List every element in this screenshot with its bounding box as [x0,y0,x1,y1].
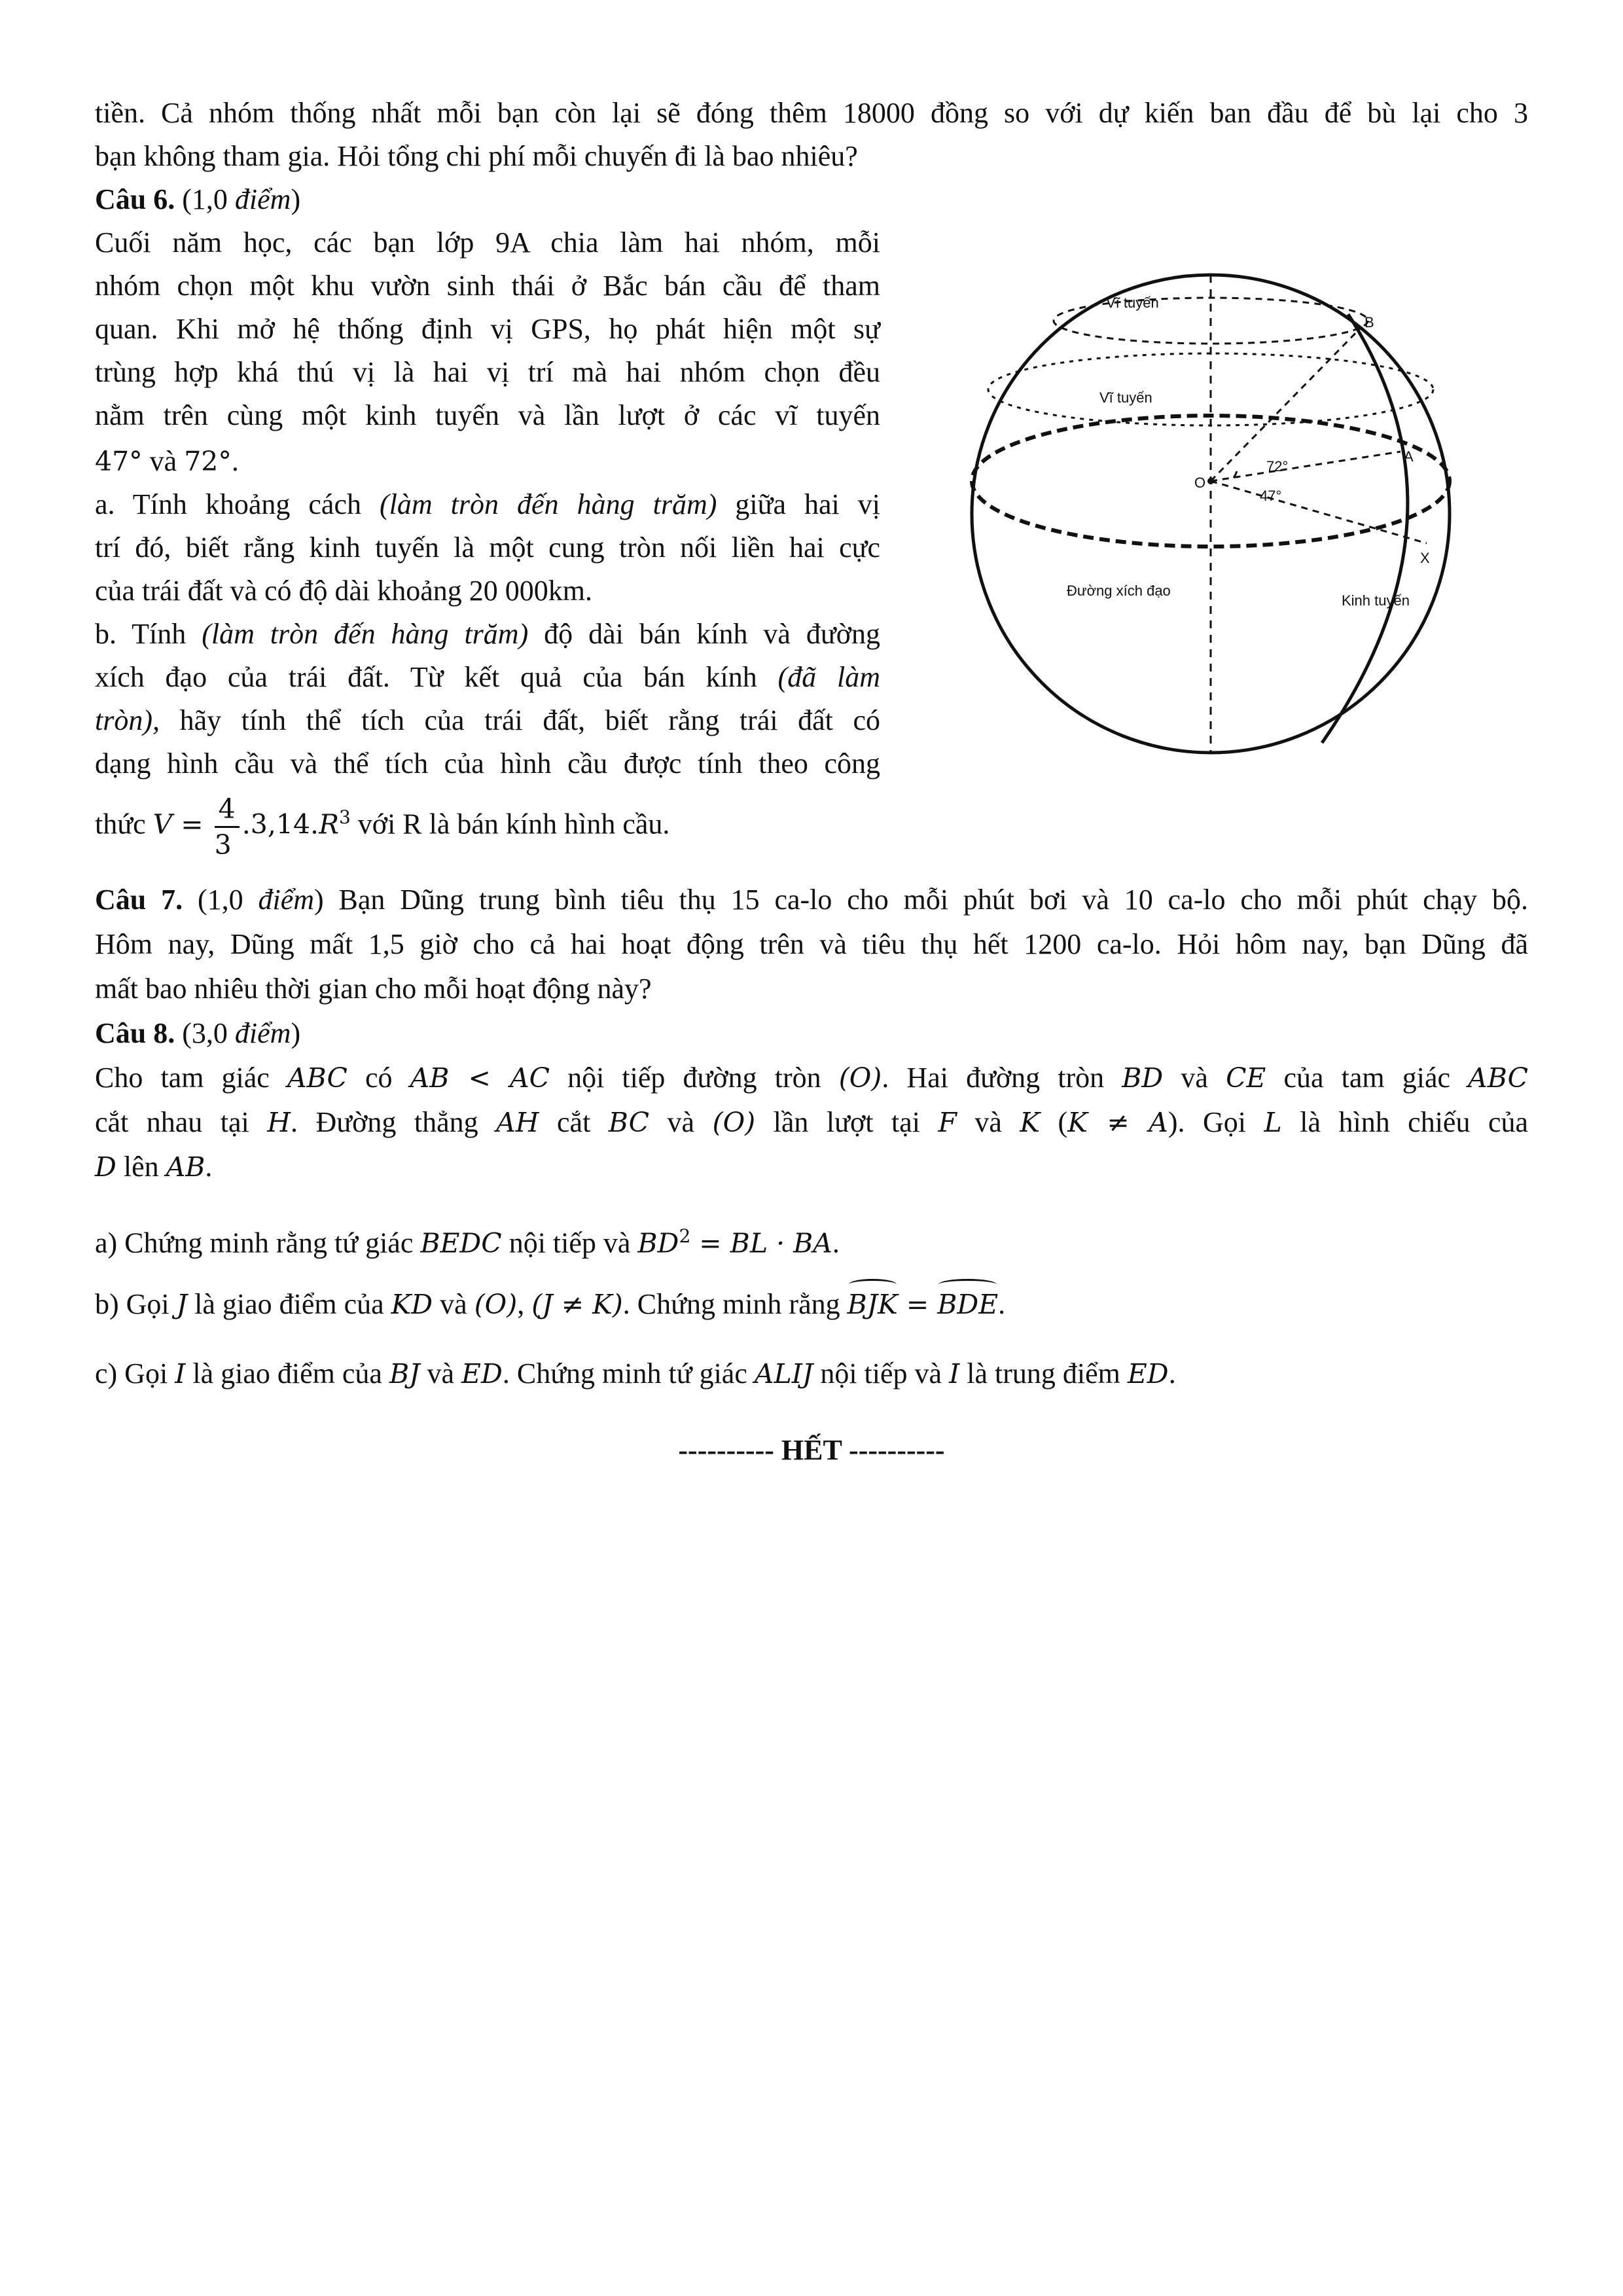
question-6a-line-1: a. Tính khoảng cách (làm tròn đến hàng trăm) giữa hai vị [95,488,880,520]
volume-formula: thức V = $\frac{4}{3}$ $.3,14.R^3$ với R là bán kính hình cầu. [95,793,670,861]
question-6-angles: 47° và 72°. [95,445,239,477]
question-8-title: Câu 8. [95,1017,175,1049]
question-6-line-3: quan. Khi mở hệ thống định vị GPS, họ phát hiện một sự [95,313,880,345]
label-angle-47: 47° [1260,488,1282,504]
question-8-line-3: D lên AB. [95,1151,213,1183]
question-7-line-2: Hôm nay, Dũng mất 1,5 giờ cho cả hai hoạt động trên và tiêu thụ hết 1200 ca-lo. Hỏi hôm nay, bạn Dũng đã [95,928,1528,960]
question-6-line-1: Cuối năm học, các bạn lớp 9A chia làm hai nhóm, mỗi [95,226,880,259]
question-6-line-5: nằm trên cùng một kinh tuyến và lần lượt ở các vĩ tuyến [95,399,880,431]
question-7-line-1: Câu 7. (1,0 điểm) Bạn Dũng trung bình tiêu thụ 15 ca-lo cho mỗi phút bơi và 10 ca-lo cho mỗi phút chạy bộ. [95,884,1529,916]
label-point-X: X [1420,550,1430,566]
question-6-heading: Câu 6. (1,0 điểm) [95,183,301,215]
question-6-line-4: trùng hợp khá thú vị là hai vị trí mà hai nhóm chọn đều [95,356,880,388]
question-6b-line-2: xích đạo của trái đất. Từ kết quả của bán kính (đã làm [95,661,880,693]
arc-BJK: BJK [847,1283,898,1326]
label-latitude-mid: Vĩ tuyến [1099,389,1152,406]
question-8-line-2: cắt nhau tại H. Đường thẳng AH cắt BC và (O) lần lượt tại F và K (K ≠ A). Gọi L là hình chiếu của [95,1106,1529,1138]
question-6b-line-4: dạng hình cầu và thể tích của hình cầu được tính theo công [95,747,880,780]
question-7-title: Câu 7. [95,884,183,916]
label-angle-72: 72° [1266,458,1289,475]
question-6-line-2: nhóm chọn một khu vườn sinh thái ở Bắc bán cầu để tham [95,270,880,302]
label-point-B: B [1364,314,1374,331]
question-8-heading: Câu 8. (3,0 điểm) [95,1017,301,1049]
radius-to-A [1211,452,1400,481]
intro-line-1: tiền. Cả nhóm thống nhất mỗi bạn còn lại sẽ đóng thêm 18000 đồng so với dự kiến ban đầu để bù lại cho 3 [95,97,1528,129]
question-6b-line-1: b. Tính (làm tròn đến hàng trăm) độ dài bán kính và đường [95,618,880,650]
question-6b-line-3: tròn), hãy tính thể tích của trái đất, biết rằng trái đất có [95,704,880,736]
end-marker: ---------- HẾT ---------- [678,1434,945,1466]
label-meridian: Kinh tuyến [1342,592,1410,609]
intro-line-2: bạn không tham gia. Hỏi tổng chi phí mỗi chuyến đi là bao nhiêu? [95,140,858,172]
question-6-title: Câu 6. [95,183,175,215]
question-8-line-1: Cho tam giác ABC có AB < AC nội tiếp đường tròn (O). Hai đường tròn BD và CE của tam giác ABC [95,1062,1529,1094]
radius-to-X [1211,481,1427,543]
label-equator: Đường xích đạo [1067,583,1171,599]
meridian-arc [1322,314,1408,743]
label-center-O: O [1194,475,1206,491]
question-8a: a) Chứng minh rằng tứ giác BEDC nội tiếp và $BD^2$ = BL · BA. [95,1225,840,1259]
question-6a-line-2: trí đó, biết rằng kinh tuyến là một cung tròn nối liền hai cực [95,531,880,564]
arc-BDE: BDE [937,1283,998,1326]
question-6a-line-3: của trái đất và có độ dài khoảng 20 000km. [95,575,593,607]
label-point-A: A [1404,448,1414,465]
fraction-four-thirds: $\frac{4}{3}$ [215,792,240,862]
question-8c: c) Gọi I là giao điểm của BJ và ED. Chứng minh tứ giác ALIJ nội tiếp và I là trung điểm ED. [95,1357,1176,1390]
question-7-line-3: mất bao nhiêu thời gian cho mỗi hoạt động này? [95,973,652,1005]
question-8b: b) Gọi J là giao điểm của KD và (O), (J ≠ K). Chứng minh rằng BJK = BDE. [95,1283,1005,1326]
globe-figure [955,255,1479,766]
label-latitude-top: Vĩ tuyến [1106,295,1159,311]
